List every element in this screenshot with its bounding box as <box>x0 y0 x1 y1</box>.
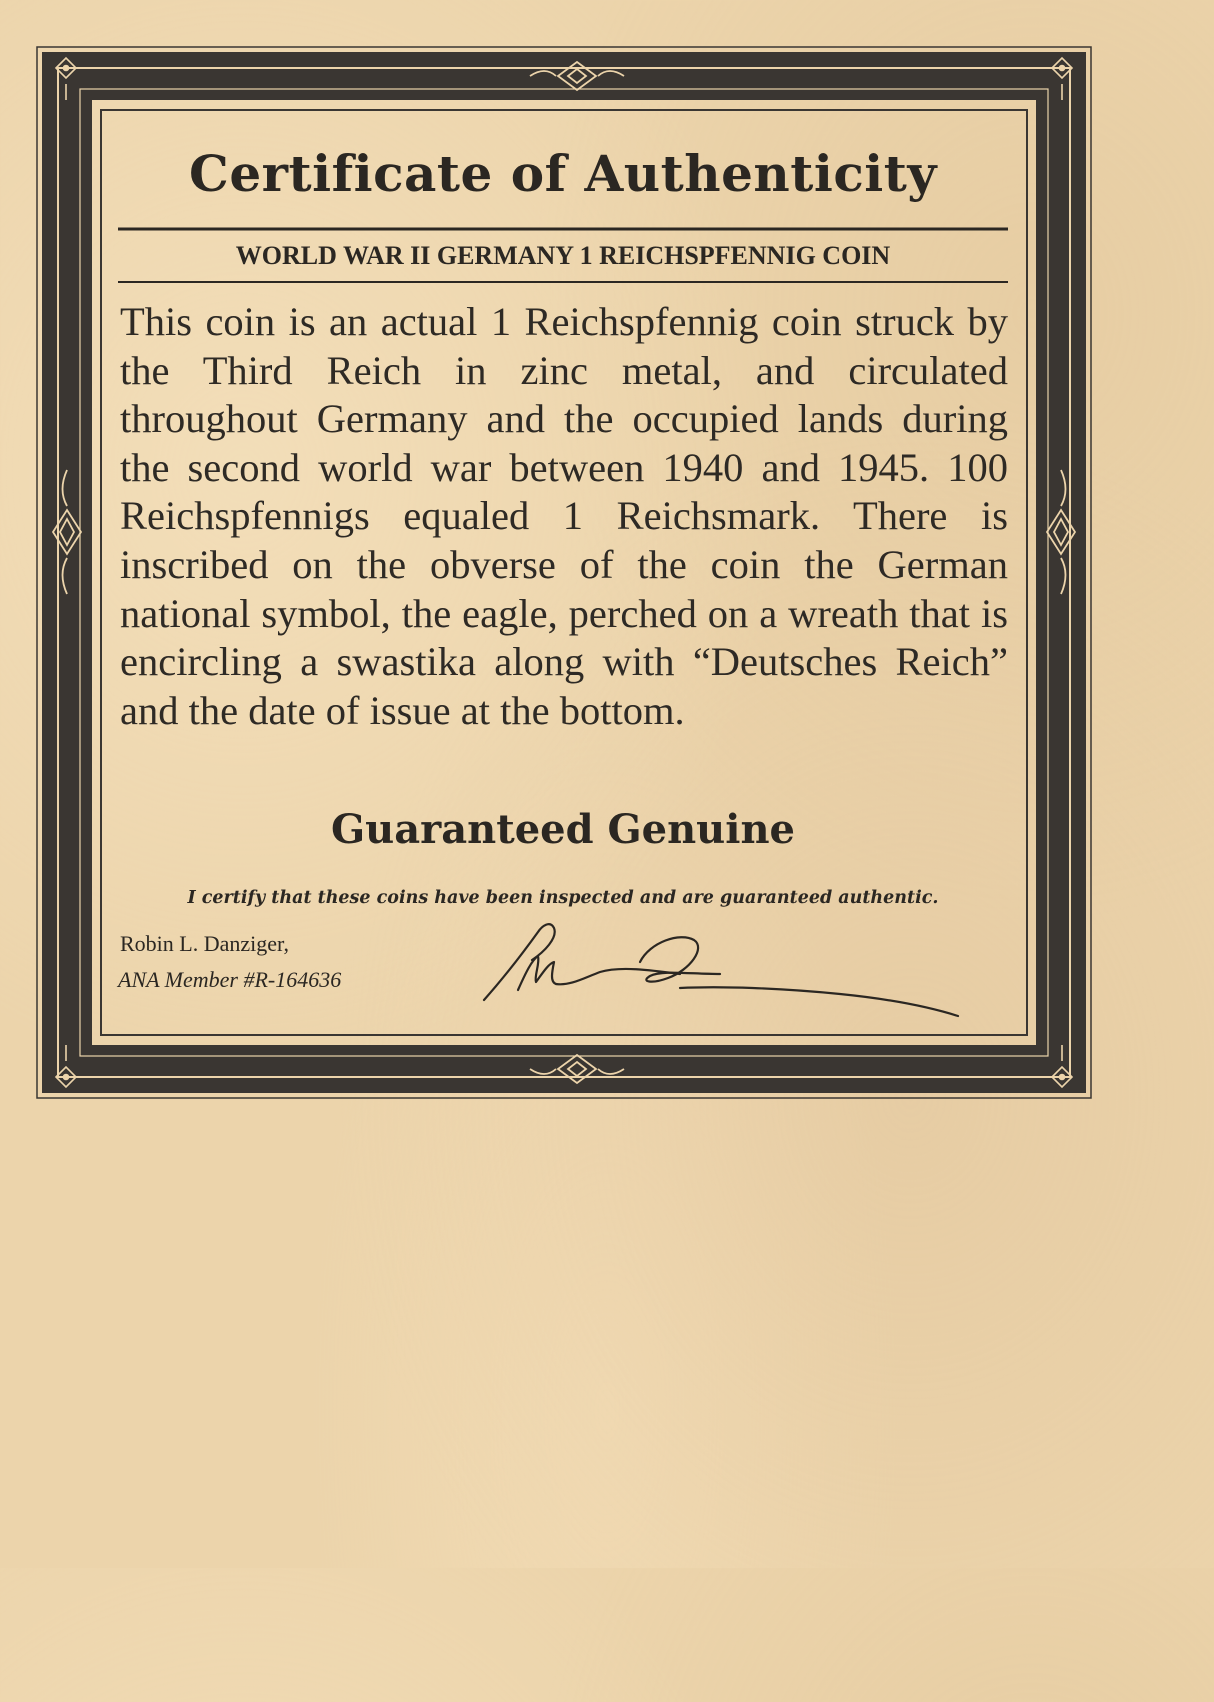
certificate-title: Certificate of Authenticity <box>189 144 937 203</box>
signer-name: Robin L. Danziger, <box>120 931 289 956</box>
certification-statement: I certify that these coins have been inspected and are guaranteed authentic. <box>187 888 939 908</box>
handwritten-signature <box>480 912 970 1022</box>
certificate-body: This coin is an actual 1 Reichspfennig coin struck by the Third Reich in zinc metal, and circulated throughout Germany and the occupied lands during the second world war between 1940 and 1945. 100 Reichspfennigs equaled 1 Reichsmark. There is inscribed on the obverse of the coin the German national symbol, the eagle, perched on a wreath that is encircling a swastika along with “Deutsches Reich” and the date of issue at the bottom. <box>120 299 1008 733</box>
guarantee-heading: Guaranteed Genuine <box>330 806 795 853</box>
certificate-subtitle: WORLD WAR II GERMANY 1 REICHSPFENNIG COIN <box>235 241 891 270</box>
signer-member-number: ANA Member #R-164636 <box>118 967 342 992</box>
